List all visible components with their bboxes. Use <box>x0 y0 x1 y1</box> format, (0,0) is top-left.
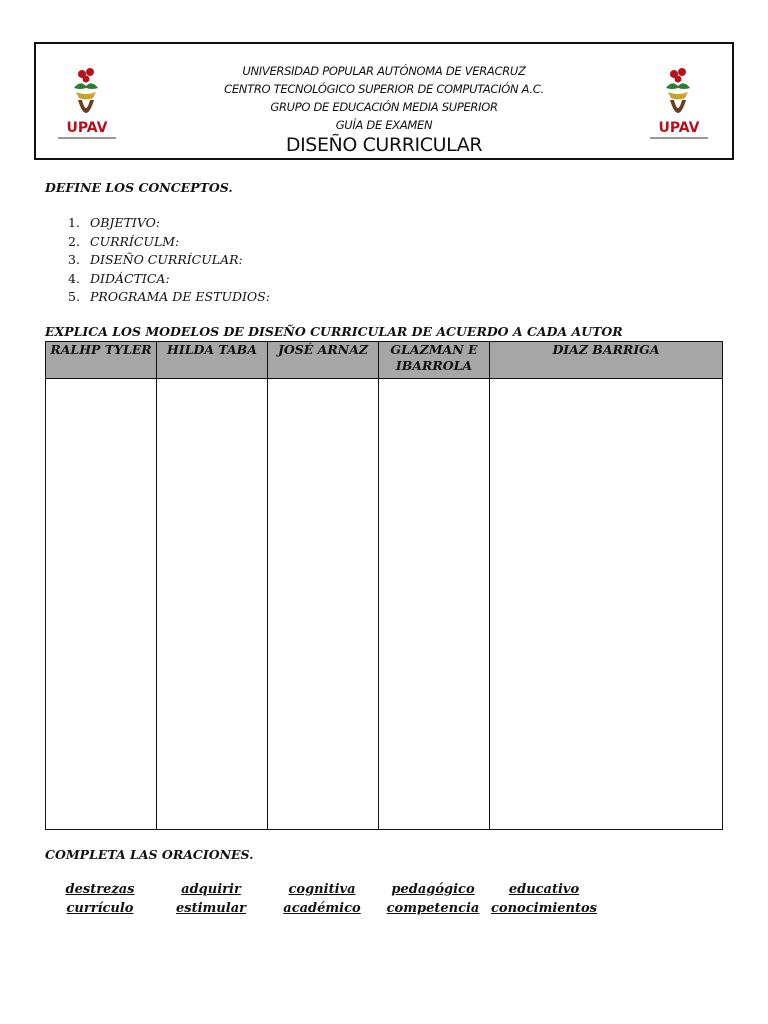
list-number: 4. <box>68 270 80 286</box>
list-item <box>68 214 270 233</box>
concepts-list <box>68 214 270 307</box>
list-item <box>68 270 270 289</box>
table-row <box>46 379 723 830</box>
logo-text: UPAV <box>658 120 700 136</box>
column-header-arnaz: JOSÉ ARNAZ <box>268 342 379 379</box>
word-item: educativo <box>508 882 580 897</box>
upav-logo-right <box>644 66 714 144</box>
list-text: DIDÁCTICA: <box>90 270 170 286</box>
list-text: CURRÍCULM: <box>90 233 180 249</box>
answer-cell-tyler[interactable] <box>46 379 157 830</box>
logo-text: UPAV <box>66 120 108 136</box>
word-item: estimular <box>176 901 246 916</box>
list-number: 2. <box>68 233 80 249</box>
header-line-center: CENTRO TECNOLÓGICO SUPERIOR DE COMPUTACIÓN A.C. <box>224 82 544 96</box>
column-header-glazman: GLAZMAN E IBARROLA <box>379 342 490 379</box>
answer-cell-taba[interactable] <box>157 379 268 830</box>
header-line-university: UNIVERSIDAD POPULAR AUTÓNOMA DE VERACRUZ <box>242 64 526 78</box>
list-item <box>68 251 270 270</box>
word-item: pedagógico <box>391 882 475 897</box>
section-define-heading: DEFINE LOS CONCEPTOS. <box>45 180 233 195</box>
answer-cell-diaz-barriga[interactable] <box>490 379 723 830</box>
header-line-group: GRUPO DE EDUCACIÓN MEDIA SUPERIOR <box>270 100 498 114</box>
list-item <box>68 233 270 252</box>
upav-logo-left <box>52 66 122 144</box>
word-item: competencia <box>386 901 480 916</box>
word-item: currículo <box>66 901 134 916</box>
section-models-heading: EXPLICA LOS MODELOS DE DISEÑO CURRICULAR DE ACUERDO A CADA AUTOR <box>45 324 623 339</box>
list-text: PROGRAMA DE ESTUDIOS: <box>90 289 270 304</box>
upav-logo-icon <box>52 66 122 144</box>
models-table <box>45 341 723 830</box>
word-item: conocimientos <box>491 901 597 916</box>
column-header-taba: HILDA TABA <box>157 342 268 379</box>
list-number: 1. <box>68 215 80 230</box>
header-lines <box>156 62 612 134</box>
answer-cell-glazman[interactable] <box>379 379 490 830</box>
word-item: cognitiva <box>288 882 356 897</box>
list-number: 5. <box>68 289 80 304</box>
list-text: OBJETIVO: <box>90 215 161 230</box>
column-header-diaz-barriga: DIAZ BARRIGA <box>490 342 723 379</box>
answer-cell-arnaz[interactable] <box>268 379 379 830</box>
table-header-row <box>46 342 723 379</box>
upav-logo-icon <box>644 66 714 144</box>
document-title: DISEÑO CURRICULAR <box>285 134 483 156</box>
section-complete-heading: COMPLETA LAS ORACIONES. <box>45 847 254 862</box>
list-text: DISEÑO CURRÍCULAR: <box>90 252 243 267</box>
header-line-guide: GUÍA DE EXAMEN <box>335 118 433 132</box>
word-item: destrezas <box>65 882 135 897</box>
list-number: 3. <box>68 252 80 267</box>
word-item: académico <box>283 901 361 916</box>
column-header-tyler: RALHP TYLER <box>46 342 157 379</box>
header-box <box>34 42 734 160</box>
word-item: adquirir <box>181 882 241 897</box>
list-item <box>68 288 270 307</box>
